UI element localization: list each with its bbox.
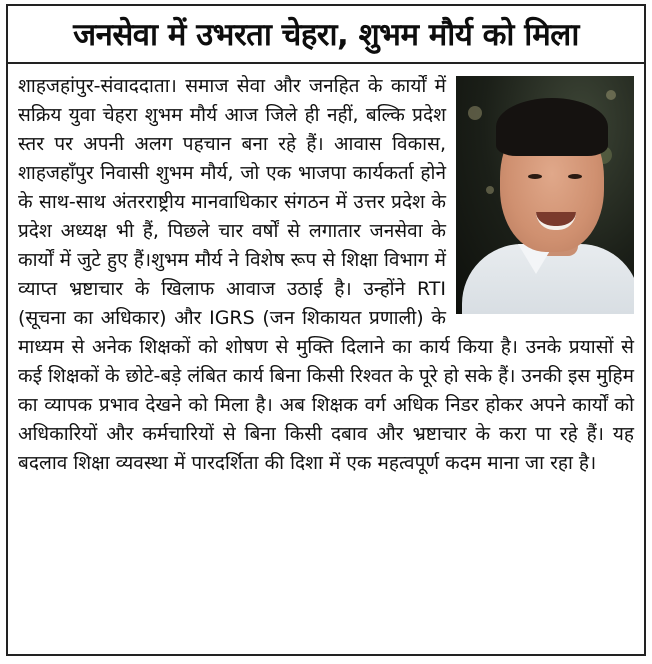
bokeh-light [606, 90, 616, 100]
bokeh-light [486, 186, 494, 194]
eye [568, 174, 582, 179]
person-photo [456, 76, 634, 314]
article-text: शाहजहांपुर-संवाददाता। समाज सेवा और जनहित के कार्यों में सक्रिय युवा चेहरा शुभम मौर्य आज जिले ही नहीं, बल्कि प्रदेश स्तर पर अपनी अलग पहचान बना रहे हैं। आवास विकास, शाहजहाँपुर निवासी शुभम मौर्य, जो एक भाजपा कार्यकर्ता होने के साथ-साथ अंतरराष्ट्रीय मानवाधिकार संगठन में उत्तर प्रदेश के प्रदेश अध्यक्ष भी हैं, पिछले चार वर्षों से लगातार जनसेवा के कार्यों में जुटे हुए हैं।शुभम मौर्य ने विशेष रूप से शिक्षा विभाग में व्याप्त भ्रष्टाचार के खिलाफ आवाज उठाई है। उन्होंने RTI (सूचना का अधिकार) और IGRS (जन शिकायत प्रणाली) के माध्यम से अनेक शिक्षकों को शोषण से मुक्ति दिलाने का कार्य किया है। उनके प्रयासों से कई शिक्षकों के छोटे-बड़े लंबित कार्य बिना किसी रिश्वत के पूरे हो सके हैं। उनकी इस मुहिम का व्यापक प्रभाव देखने को मिला है। अब शिक्षक वर्ग अधिक निडर होकर अपने कार्यों को अधिकारियों और कर्मचारियों से बिना किसी दबाव और भ्रष्टाचार के करा पा रहे हैं। यह बदलाव शिक्षा व्यवस्था में पारदर्शिता की दिशा में एक महत्वपूर्ण कदम माना जा रहा है। [18, 75, 634, 474]
news-clipping [6, 4, 646, 656]
headline: जनसेवा में उभरता चेहरा, शुभम मौर्य को मिला [8, 6, 644, 64]
hair [496, 98, 608, 156]
bokeh-light [468, 106, 482, 120]
eye [528, 174, 542, 179]
article-body [8, 64, 644, 478]
